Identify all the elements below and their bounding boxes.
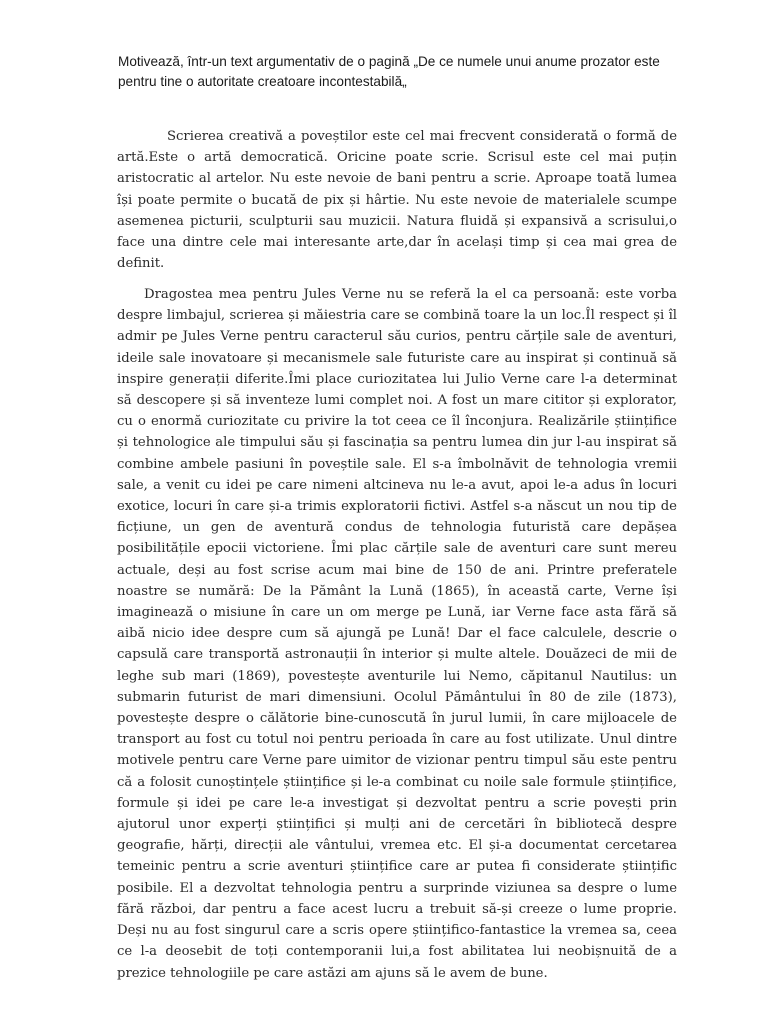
paragraph-jules-verne: Dragostea mea pentru Jules Verne nu se referă la el ca persoană: este vorba despre limbajul, scrierea și măiestria care se combină toare la un loc.Îl respect și îl admir pe Jules Verne pentru caracterul său curios, pentru cărțile sale de aventuri, ideile sale inovatoare și mecanismele sale futuriste care au inspirat și continuă să inspire generații diferite.Îmi place curiozitatea lui Julio Verne care l-a determinat să descopere și să inventeze lumi complet noi. A fost un mare cititor și explorator, cu o enormă curiozitate cu privire la tot ceea ce îl înconjura. Realizările științifice și tehnologice ale timpului său și fascinația sa pentru lumea din jur l-au inspirat să combine ambele pasiuni în poveștile sale. El s-a îmbolnăvit de tehnologia vremii sale, a venit cu idei pe care nimeni altcineva nu le-a avut, apoi le-a adus în locuri exotice, locuri în care și-a trimis exploratorii fictivi. Astfel s-a născut un nou tip de ficțiune, un gen de aventură condus de tehnologia futuristă care depășea posibilitățile epocii victoriene. Îmi plac cărțile sale de aventuri care sunt mereu actuale, deși au fost scrise acum mai bine de 150 de ani. Printre preferatele noastre se numără: De la Pământ la Lună (1865), în această carte, Verne își imaginează o misiune în care un om merge pe Lună, iar Verne face asta fără să aibă nicio idee despre cum să ajungă pe Lună! Dar el face calculele, descrie o capsulă care transportă astronauții în interior și multe altele. Douăzeci de mii de leghe sub mari (1869), povestește aventurile lui Nemo, căpitanul Nautilus: un submarin futurist de mari dimensiuni. Ocolul Pământului în 80 de zile (1873), povestește despre o călătorie bine-cunoscută în jurul lumii, în care mijloacele de transport au fost cu totul noi pentru perioada în care au fost utilizate. Unul dintre motivele pentru care Verne pare uimitor de vizionar pentru timpul său este pentru că a folosit cunoștințele științifice și le-a combinat cu noile sale formule științifice, formule și idei pe care le-a investigat și dezvoltat pentru a scrie povești prin ajutorul unor experți științifici și mulți ani de cercetări în bibliotecă despre geografie, hărți, direcții ale vântului, vremea etc. El și-a documentat cercetarea temeinic pentru a scrie aventuri științifice care ar putea fi considerate științific posibile. El a dezvoltat tehnologia pentru a surprinde viziunea sa despre o lume fără război, dar pentru a face acest lucru a trebuit să-și creeze o lume proprie. Deși nu au fost singurul care a scris opere științifico-fantastice la vremea sa, ceea ce l-a deosebit de toți contemporanii lui,a fost abilitatea lui neobișnuită de a prezice tehnologiile pe care astăzi am ajuns să le avem de bune. <box>117 287 677 981</box>
assignment-prompt: Motivează, într-un text argumentativ de o pagină „De ce numele unui anume prozator este pentru tine o autoritate creatoare incontestabilă„ <box>118 54 660 89</box>
paragraph-intro: Scrierea creativă a poveștilor este cel mai frecvent considerată o formă de artă.Este o artă democratică. Oricine poate scrie. Scrisul este cel mai puțin aristocratic al artelor. Nu este nevoie de bani pentru a scrie. Aproape toată lumea își poate permite o bucată de pix și hârtie. Nu este nevoie de materialele scumpe asemenea picturii, sculpturii sau muzicii. Natura fluidă și expansivă a scrisului,o face una dintre cele mai interesante arte,dar în același timp și cea mai grea de definit. <box>117 129 677 272</box>
